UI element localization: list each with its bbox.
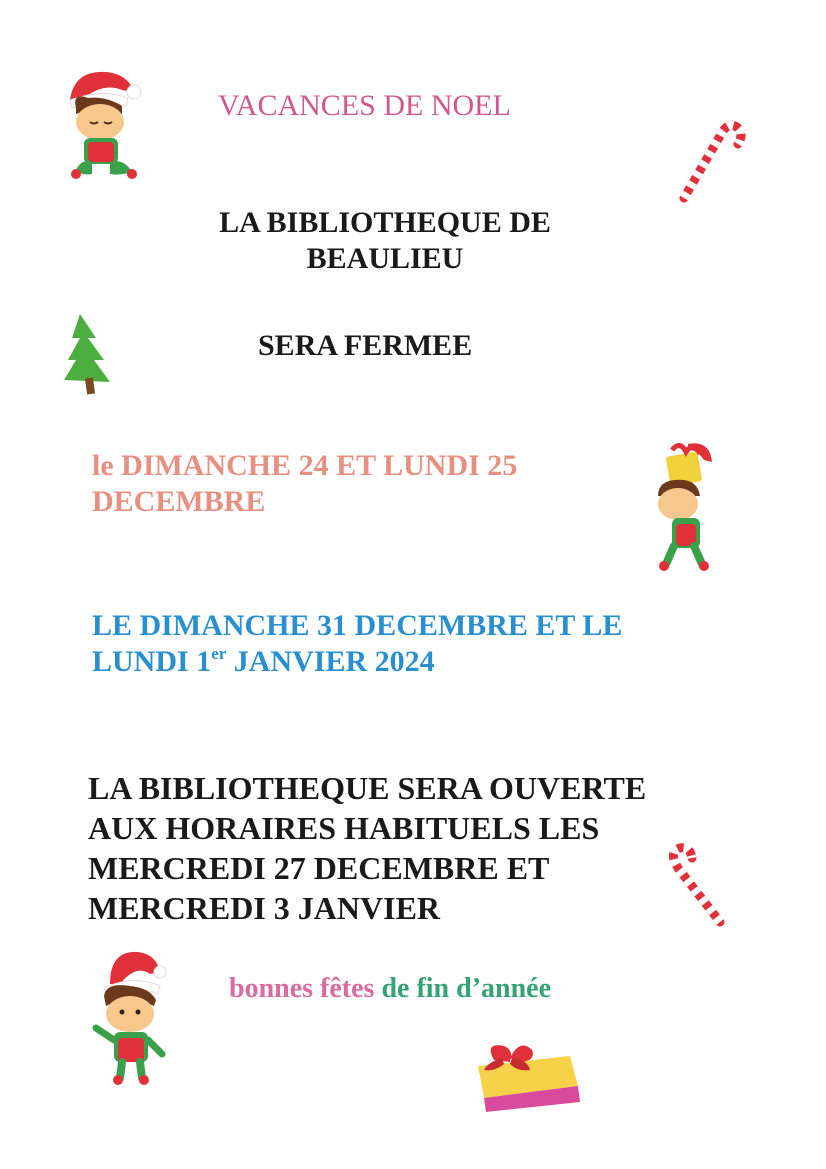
closure-dates-december-31-january-1 bbox=[92, 608, 622, 680]
closure-dates-line-1: le DIMANCHE 24 ET LUNDI 25 bbox=[92, 449, 518, 482]
closure-dates-line-2: DECEMBRE bbox=[92, 485, 266, 518]
candy-cane-icon bbox=[654, 842, 732, 930]
candy-cane-icon bbox=[672, 114, 746, 206]
elf-sitting-icon bbox=[62, 62, 144, 184]
closed-notice: SERA FERMEE bbox=[258, 329, 473, 362]
ordinal-superscript: er bbox=[211, 644, 227, 663]
library-name-line-1: LA BIBLIOTHEQUE DE bbox=[219, 206, 551, 239]
closure-dates2-line-2 bbox=[92, 644, 622, 680]
christmas-tree-icon bbox=[60, 312, 112, 396]
library-name bbox=[0, 205, 770, 277]
elf-waving-icon bbox=[90, 944, 172, 1086]
opening-line-2: AUX HORAIRES HABITUELS LES bbox=[88, 810, 600, 846]
opening-line-1: LA BIBLIOTHEQUE SERA OUVERTE bbox=[88, 770, 647, 806]
closure-dates-december-24-25 bbox=[92, 448, 517, 520]
greetings-part-2: de fin d’année bbox=[374, 973, 552, 1004]
closure-dates2-line-1: LE DIMANCHE 31 DECEMBRE ET LE bbox=[92, 609, 623, 642]
page-title: VACANCES DE NOEL bbox=[218, 89, 511, 122]
closure-dates2-lundi: LUNDI 1 bbox=[92, 645, 212, 678]
gift-box-icon bbox=[470, 1036, 584, 1116]
closure-dates2-janvier: JANVIER 2024 bbox=[226, 645, 435, 678]
opening-line-4: MERCREDI 3 JANVIER bbox=[88, 890, 441, 926]
library-name-line-2: BEAULIEU bbox=[306, 242, 464, 275]
greetings-part-1: bonnes fêtes bbox=[229, 973, 375, 1004]
opening-hours-notice bbox=[88, 768, 646, 928]
elf-carrying-gift-icon bbox=[650, 440, 722, 572]
opening-line-3: MERCREDI 27 DECEMBRE ET bbox=[88, 850, 550, 886]
season-greetings bbox=[229, 972, 551, 1006]
